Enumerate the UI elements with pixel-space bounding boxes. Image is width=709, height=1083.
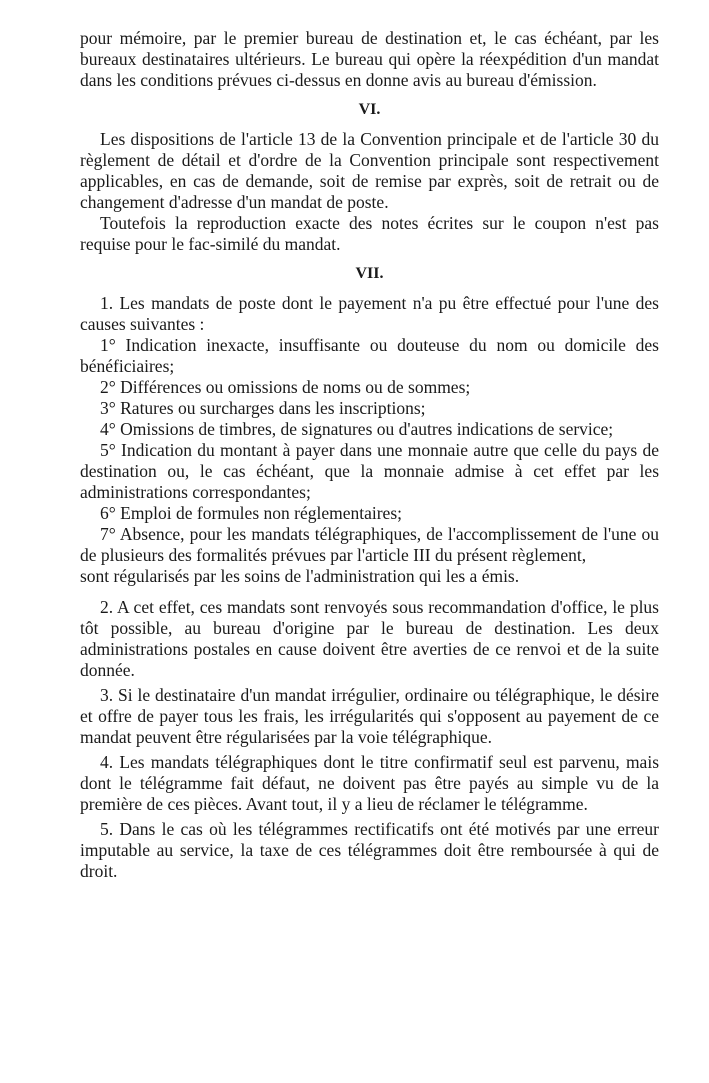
paragraph-spacer <box>80 587 659 597</box>
section-heading-vii: VII. <box>355 265 384 282</box>
section-vii-paragraph-4: 4. Les mandats télégraphiques dont le titre confirmatif seul est parvenu, mais dont le télégramme fait défaut, ne doivent pas être payés au simple vu de la première de ces pièces. Avant tout, il y a lieu de réclamer le télégramme. <box>80 752 659 814</box>
section-vii-intro: 1. Les mandats de poste dont le payement n'a pu être effectué pour l'une des causes suivantes : <box>80 293 659 334</box>
section-vii-paragraph-3: 3. Si le destinataire d'un mandat irrégulier, ordinaire ou télégraphique, le désire et offre de payer tous les frais, les irrégularités qui s'opposent au payement de ce mandat peuvent être régularisées par la voie télégraphique. <box>80 685 659 747</box>
list-item: 4° Omissions de timbres, de signatures ou d'autres indications de service; <box>100 419 614 439</box>
section-vi-paragraph-1: Les dispositions de l'article 13 de la Convention principale et de l'article 30 du règlement de détail et d'ordre de la Convention principale sont respectivement applicables, en cas de demande, soit de remise par exprès, soit de retrait ou de changement d'adresse d'un mandat de poste. <box>80 129 659 212</box>
section-vii-paragraph-5: 5. Dans le cas où les télégrammes rectificatifs ont été motivés par une erreur imputable au service, la taxe de ces télégrammes doit être remboursée à qui de droit. <box>80 819 659 881</box>
section-vii-conclusion: sont régularisés par les soins de l'administration qui les a émis. <box>80 566 520 586</box>
list-item: 1° Indication inexacte, insuffisante ou douteuse du nom ou domicile des bénéficiaires; <box>80 335 659 376</box>
list-item: 5° Indication du montant à payer dans une monnaie autre que celle du pays de destination ou, le cas échéant, que la monnaie admise à cet effet par les administrations correspondantes; <box>80 440 659 502</box>
carryover-paragraph: pour mémoire, par le premier bureau de destination et, le cas échéant, par les bureaux destinataires ultérieurs. Le bureau qui opère la réexpédition d'un mandat dans les conditions prévues ci-dessus en donne avis au bureau d'émission. <box>80 28 659 90</box>
section-vii-paragraph-2: 2. A cet effet, ces mandats sont renvoyés sous recommandation d'office, le plus tôt possible, au bureau d'origine par le bureau de destination. Les deux administrations postales en cause doivent être averties de ce renvoi et de la suite donnée. <box>80 597 659 680</box>
list-item: 6° Emploi de formules non réglementaires; <box>100 503 402 523</box>
section-heading-vi: VI. <box>358 101 381 118</box>
list-item: 2° Différences ou omissions de noms ou de sommes; <box>100 377 471 397</box>
list-item: 7° Absence, pour les mandats télégraphiques, de l'accomplissement de l'une ou de plusieurs des formalités prévues par l'article III du présent règlement, <box>80 524 659 565</box>
list-item: 3° Ratures ou surcharges dans les inscriptions; <box>100 398 426 418</box>
section-vi-paragraph-2: Toutefois la reproduction exacte des notes écrites sur le coupon n'est pas requise pour le fac-similé du mandat. <box>80 213 659 254</box>
